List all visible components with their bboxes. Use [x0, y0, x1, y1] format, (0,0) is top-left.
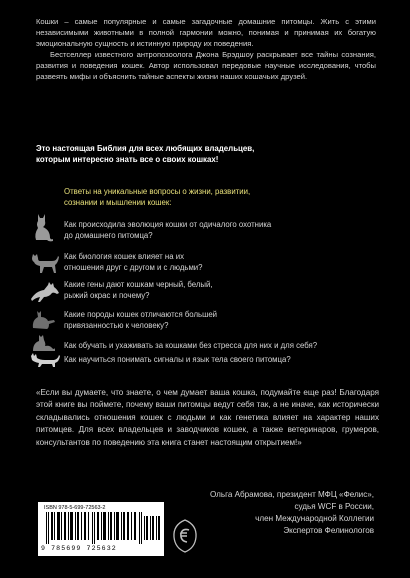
- attribution-line-2: судья WCF в России,: [294, 502, 374, 511]
- question-4-line-1: Какие породы кошек отличаются большей: [64, 310, 218, 319]
- bible-statement: [36, 143, 376, 165]
- questions-header-line-1: Ответы на уникальные вопросы о жизни, развитии,: [64, 187, 251, 196]
- intro-text: [36, 16, 376, 82]
- walking-cat-icon: [30, 252, 60, 274]
- curious-cat-icon: [30, 306, 56, 330]
- quote-attribution: [174, 489, 374, 537]
- barcode-addon: [144, 512, 160, 540]
- questions-header-line-2: сознании и мышлении кошек:: [64, 198, 172, 207]
- sitting-side-cat-icon: [30, 330, 56, 352]
- question-3: [64, 279, 384, 301]
- question-1-line-1: Как происходила эволюция кошки от одичалого охотника: [64, 220, 272, 229]
- question-5-line-1: Как обучать и ухаживать за кошками без стресса для них и для себя?: [64, 341, 318, 350]
- question-1: [64, 219, 384, 241]
- jumping-cat-icon: [30, 281, 60, 303]
- question-2: [64, 251, 384, 273]
- question-2-line-1: Как биология кошек влияет на их: [64, 252, 184, 261]
- attribution-line-3: член Международной Коллегии: [255, 514, 374, 523]
- bible-line-2: которым интересно знать все о своих кошках!: [36, 155, 219, 164]
- bible-line-1: Это настоящая Библия для всех любящих владельцев,: [36, 144, 255, 153]
- question-6-line-1: Как научиться понимать сигналы и язык тела своего питомца?: [64, 355, 291, 364]
- question-3-line-1: Какие гены дают кошкам черный, белый,: [64, 280, 213, 289]
- question-1-line-2: до домашнего питомца?: [64, 231, 153, 240]
- attribution-line-1: Ольга Абрамова, президент МФЦ «Фелис»,: [209, 490, 374, 499]
- question-4: [64, 309, 384, 331]
- barcode-digits: 9 785699 725632: [41, 545, 117, 552]
- question-6: [64, 354, 384, 365]
- attribution-line-4: Экспертов Фелинологов: [283, 526, 374, 535]
- question-3-line-2: рыжий окрас и почему?: [64, 291, 150, 300]
- barcode: [38, 502, 164, 556]
- intro-paragraph-2: Бестселлер известного антропозоолога Джона Брэдшоу раскрывает все тайны сознания, развития и поведения кошек. Автор использовал передовые научные исследования, чтобы развеять мифы и объяснить тайные аспекты жизни наших кошачьих друзей.: [36, 50, 376, 81]
- questions-header: [64, 186, 364, 208]
- question-2-line-2: отношения друг с другом и с людьми?: [64, 263, 203, 272]
- question-5: [64, 340, 384, 351]
- stretching-cat-icon: [30, 352, 60, 368]
- isbn-number: ISBN 978-5-699-72563-2: [44, 505, 106, 511]
- review-quote: «Если вы думаете, что знаете, о чем думает ваша кошка, подумайте еще раз! Благодаря этой книге вы поймете, почему ваши питомцы ведут себя так, а не иначе, как исторически складывались отношения кошек с людьми и как генетика влияет на характер наших питомцев. Для всех владельцев и заводчиков кошек, а также ветеринаров, грумеров, консультантов по поведению эта книга станет настоящим открытием!»: [36, 388, 379, 447]
- sitting-cat-icon: [30, 212, 54, 242]
- barcode-bars: [46, 512, 142, 544]
- question-4-line-2: привязанностью к человеку?: [64, 321, 169, 330]
- intro-paragraph-1: Кошки – самые популярные и самые загадочные домашние питомцы. Жить с этими независимыми животными в полной гармонии можно, понимая и принимая их богатую эмоциональную сущность и истинную природу их поведения.: [36, 17, 376, 48]
